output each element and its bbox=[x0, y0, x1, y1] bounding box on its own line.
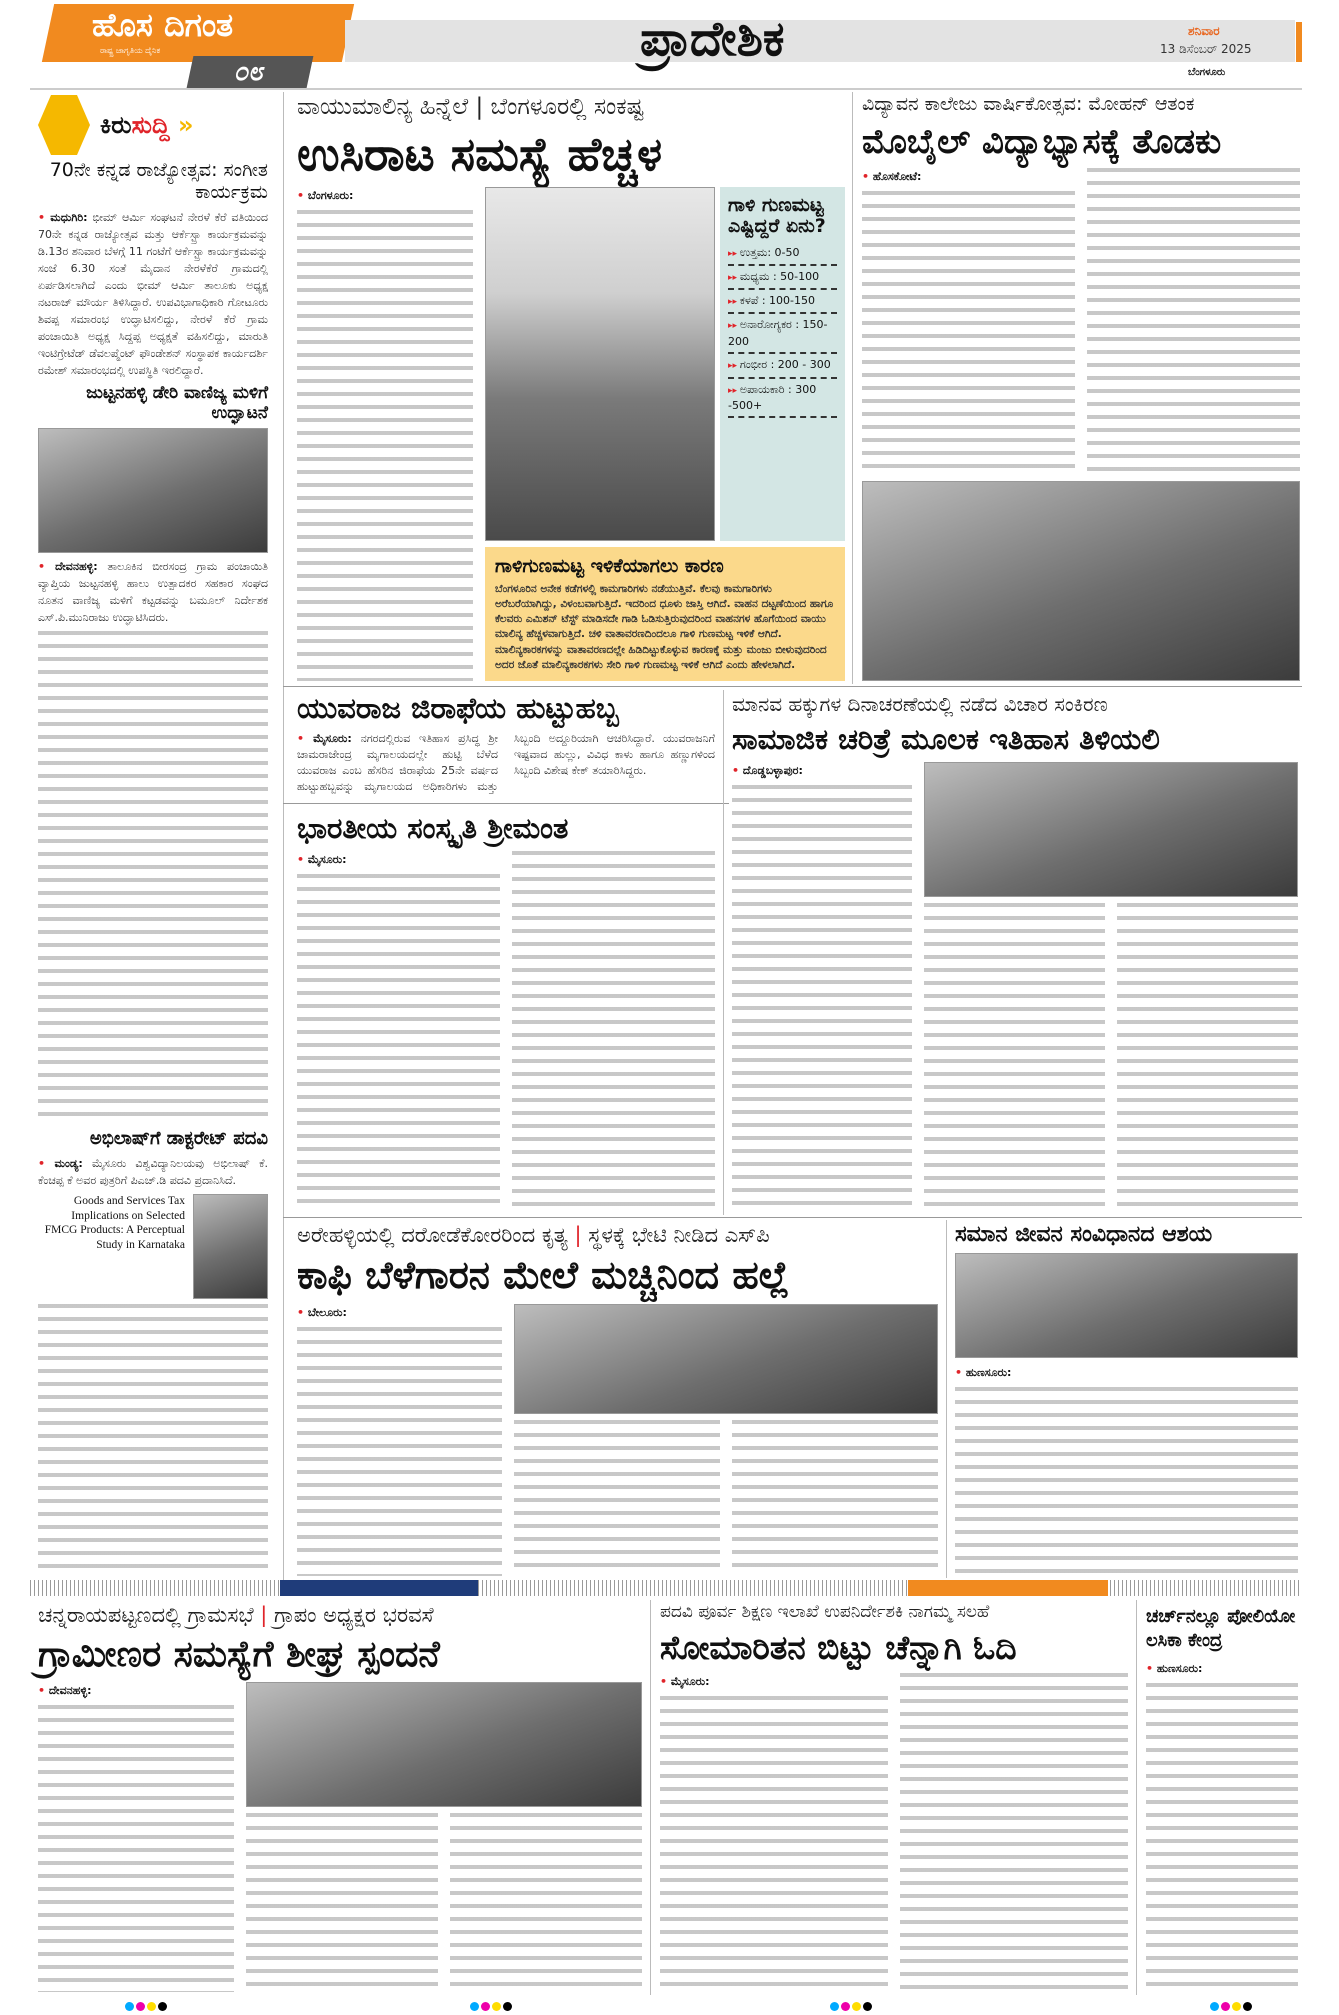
story-headline: ಚರ್ಚ್‌ನಲ್ಲೂ ಪೋಲಿಯೋ ಲಸಿಕಾ ಕೇಂದ್ರ bbox=[1146, 1606, 1296, 1652]
stripe-accent-blue bbox=[280, 1580, 478, 1596]
lead-content bbox=[297, 187, 845, 681]
story-body-continued bbox=[38, 1304, 268, 1575]
box-title: ಗಾಳಿಗುಣಮಟ್ಟ ಇಳಿಕೆಯಾಗಲು ಕಾರಣ bbox=[495, 554, 724, 577]
story-body bbox=[1117, 903, 1298, 1212]
lead-body bbox=[297, 210, 473, 681]
college-event-photo bbox=[862, 481, 1300, 681]
section-stripe bbox=[30, 1580, 1302, 1596]
photo-column bbox=[246, 1682, 642, 1992]
paper-tagline: ರಾಷ್ಟ್ರ ಜಾಗೃತಿಯ ದೈನಿಕ bbox=[100, 46, 161, 55]
kaafi-story bbox=[297, 1222, 938, 1576]
story-columns bbox=[297, 851, 715, 1212]
story-headline: ಸಾಮಾಜಿಕ ಚರಿತ್ರೆ ಮೂಲಕ ಇತಿಹಾಸ ತಿಳಿಯಲಿ bbox=[732, 722, 1160, 756]
story-body-continued bbox=[38, 631, 268, 1122]
lead-dateline: • ಬೆಂಗಳೂರು: bbox=[297, 187, 473, 204]
samana-story bbox=[955, 1222, 1298, 1576]
aqi-title: ಗಾಳಿ ಗುಣಮಟ್ಟ ಎಷ್ಟಿದ್ದರೆ ಏನು? bbox=[728, 193, 826, 238]
aqi-level: ▸▸ ಮಧ್ಯಮ : 50-100 bbox=[728, 266, 837, 290]
story-columns bbox=[38, 1682, 642, 1992]
stripe-accent-orange bbox=[908, 1580, 1108, 1596]
issue-day: ಶನಿವಾರ bbox=[1188, 24, 1220, 38]
lead-kicker: ವಾಯುಮಾಲಿನ್ಯ ಹಿನ್ನೆಲೆ | ಬೆಂಗಳೂರಲ್ಲಿ ಸಂಕಷ್ಟ bbox=[297, 94, 644, 120]
story-body bbox=[1146, 1683, 1298, 1992]
divider bbox=[283, 92, 284, 1580]
aqi-scale-box bbox=[720, 187, 845, 541]
story-headline: ಯುವರಾಜ ಜಿರಾಫೆಯ ಹುಟ್ಟುಹಬ್ಬ bbox=[297, 691, 619, 725]
lead-story bbox=[297, 93, 845, 681]
story-headline: ಗ್ರಾಮೀಣರ ಸಮಸ್ಯೆಗೆ ಶೀಘ್ರ ಸ್ಪಂದನೆ bbox=[38, 1634, 440, 1676]
divider bbox=[30, 88, 1302, 90]
divider bbox=[946, 1220, 947, 1578]
samajika-story bbox=[732, 692, 1298, 1212]
story-body bbox=[450, 1813, 642, 1992]
story-columns bbox=[732, 762, 1298, 1212]
story-body bbox=[512, 851, 715, 1212]
story-body bbox=[732, 1420, 938, 1576]
divider bbox=[852, 92, 853, 684]
mobile-story bbox=[862, 93, 1300, 681]
text-column bbox=[660, 1673, 888, 1992]
text-column bbox=[862, 168, 1075, 475]
story-dateline: • ಮೈಸೂರು: bbox=[297, 851, 500, 868]
section-title: ಪ್ರಾದೇಶಿಕ bbox=[640, 11, 785, 67]
story-headline: ಭಾರತೀಯ ಸಂಸ್ಕೃತಿ ಶ್ರೀಮಂತ bbox=[297, 811, 569, 846]
text-column bbox=[297, 1304, 502, 1576]
story-headline: ಮೊಬೈಲ್ ವಿದ್ಯಾಭ್ಯಾಸಕ್ಕೆ ತೊಡಕು bbox=[862, 121, 1222, 162]
story-body bbox=[862, 191, 1075, 475]
story-kicker: ಅರೇಹಳ್ಳಿಯಲ್ಲಿ ದರೋಡೆಕೋರರಿಂದ ಕೃತ್ಯ | ಸ್ಥಳಕ್ಕೆ ಭೇಟಿ ನೀಡಿದ ಎಸ್‌ಪಿ bbox=[297, 1223, 770, 1247]
crime-scene-photo bbox=[514, 1304, 938, 1414]
kiru-suddi-column bbox=[38, 95, 268, 1575]
issue-date: 13 ಡಿಸೆಂಬರ್ 2025 bbox=[1160, 42, 1252, 56]
story-body: • ದೇವನಹಳ್ಳಿ: ತಾಲೂಕಿನ ಬೀರಸಂದ್ರ ಗ್ರಾಮ ಪಂಚಾಯಿತಿ ವ್ಯಾಪ್ತಿಯ ಜುಟ್ಟನಹಳ್ಳಿ ಹಾಲು ಉತ್ಪಾದಕರ ಸಹಕಾರ ಸಂಘದ ನೂತನ ವಾಣಿಜ್ಯ ಮಳಿಗೆ ಕಟ್ಟಡವನ್ನು ಬಮೂಲ್ ನಿರ್ದೇಶಕ ಎಸ್.ಪಿ.ಮುನಿರಾಜು ಉದ್ಘಾಟಿಸಿದರು. bbox=[38, 558, 268, 626]
registration-marks bbox=[1210, 1996, 1254, 2015]
story-body: • ಮಂಡ್ಯ: ಮೈಸೂರು ವಿಶ್ವವಿದ್ಯಾನಿಲಯವು ಅಭಿಲಾಷ್ ಕೆ. ಕೆಂಚಪ್ಪ ಕೆ ಅವರ ಪುತ್ರರಿಗೆ ಪಿಎಚ್.ಡಿ ಪದವಿ ಪ್ರದಾನಿಸಿದೆ. bbox=[38, 1155, 268, 1189]
story-kicker: ಪದವಿ ಪೂರ್ವ ಶಿಕ್ಷಣ ಇಲಾಖೆ ಉಪನಿರ್ದೇಶಕಿ ನಾಗಮ್ಮ ಸಲಹೆ bbox=[660, 1602, 990, 1622]
story-body bbox=[297, 1327, 502, 1576]
aqi-level: ▸▸ ಅನಾರೋಗ್ಯಕರ : 150-200 bbox=[728, 314, 837, 354]
hand-pointer-icon bbox=[38, 95, 90, 155]
story-body bbox=[900, 1673, 1128, 1992]
aqi-level: ▸▸ ಗಂಭೀರ : 200 - 300 bbox=[728, 354, 837, 378]
story-body: • ಮಧುಗಿರಿ: ಭೀಮ್ ಆರ್ಮಿ ಸಂಘಟನೆ ನೇರಳೆ ಕೆರೆ ವತಿಯಿಂದ 70ನೇ ಕನ್ನಡ ರಾಜ್ಯೋತ್ಸವ ಮತ್ತು ಆರ್ಕೆಸ್ಟ್ರಾ ಕಾರ್ಯಕ್ರಮವನ್ನು ಡಿ.13ರ ಶನಿವಾರ ಬೆಳಗ್ಗೆ 11 ಗಂಟೆಗೆ ಆರ್ಕೆಸ್ಟ್ರಾ ಕಾರ್ಯಕ್ರಮವನ್ನು ಸಂಜೆ 6.30 ಸಂತೆ ಮೈದಾನ ನೇರಳೆಕೆರೆ ಗ್ರಾಮದಲ್ಲಿ ಏರ್ಪಡಿಸಲಾಗಿದೆ ಎಂದು ಭೀಮ್ ಆರ್ಮಿ ತಾಲೂಕು ಅಧ್ಯಕ್ಷ ನಟರಾಜ್ ಮೌರ್ಯ ತಿಳಿಸಿದ್ದಾರೆ. ಉಪವಿಭಾಗಾಧಿಕಾರಿ ಗೋಟೂರು ಶಿವಪ್ಪ ಸಮಾರಂಭ ಉದ್ಘಾಟಿಸಲಿದ್ದು, ನೇರಳೆ ಕೆರೆ ಗ್ರಾಮ ಪಂಚಾಯಿತಿ ಅಧ್ಯಕ್ಷ ಸಿದ್ದಪ್ಪ ಅಧ್ಯಕ್ಷತೆ ವಹಿಸಲಿದ್ದು, ಮಾರುತಿ ಇಂಟಿಗ್ರೇಟೆಡ್ ಡೆವಲಪ್ಮೆಂಟ್ ಫೌಂಡೇಶನ್ ಸಂಸ್ಥಾಪಕ ಕಾರ್ಯದರ್ಶಿ ರಮೇಶ್ ಸಮಾರಂಭದಲ್ಲಿ ಉಪಸ್ಥಿತಿ ಇರಲಿದ್ದಾರೆ. bbox=[38, 209, 268, 379]
air-quality-causes-box bbox=[485, 547, 845, 681]
text-columns bbox=[924, 903, 1298, 1212]
divider bbox=[650, 1600, 651, 1995]
text-columns bbox=[246, 1813, 642, 1992]
story-body bbox=[38, 1705, 234, 1992]
story-body bbox=[955, 1387, 1298, 1576]
box-body: ಬೆಂಗಳೂರಿನ ಅನೇಕ ಕಡೆಗಳಲ್ಲಿ ಕಾಮಗಾರಿಗಳು ನಡೆಯುತ್ತಿವೆ. ಕೆಲವು ಕಾಮಗಾರಿಗಳು ಅರೆಬರೆಯಾಗಿದ್ದು, ವಿಳಂಬವಾಗುತ್ತಿದೆ. ಇದರಿಂದ ಧೂಳು ಜಾಸ್ತಿ ಆಗಿದೆ. ವಾಹನ ದಟ್ಟಣೆಯಿಂದ ಹಾಗೂ ಕೆಲವರು ಎಮಿಶನ್ ಟೆಸ್ಟ್ ಮಾಡಿಸದೇ ಗಾಡಿ ಓಡಿಸುತ್ತಿರುವುದರಿಂದ ವಾಹನಗಳ ಹೊಗೆಯಿಂದ ವಾಯು ಮಾಲಿನ್ಯ ಹೆಚ್ಚಳವಾಗುತ್ತಿದೆ. ಚಳಿ ವಾತಾವರಣದಿಂದಲೂ ಗಾಳಿ ಗುಣಮಟ್ಟ ಇಳಿಕೆ ಆಗಿದೆ. ಮಾಲಿನ್ಯಕಾರಕಗಳನ್ನು ವಾತಾವರಣದಲ್ಲೇ ಹಿಡಿದಿಟ್ಟುಕೊಳ್ಳುವ ಕಾರಣಕ್ಕೆ ಮತ್ತು ಮಂಜು ಬೀಳುವುದರಿಂದ ಅದರ ಜೊತೆ ಮಾಲಿನ್ಯಕಾರಕಗಳು ಸೇರಿ ಗಾಳಿ ಗುಣಮಟ್ಟ ಇಳಿಕೆ ಆಗಿದೆ ಎಂದು ಹೇಳಲಾಗಿದೆ. bbox=[495, 582, 834, 671]
aqi-level: ▸▸ ಕಳಪೆ : 100-150 bbox=[728, 290, 837, 314]
somari-story bbox=[660, 1602, 1128, 1992]
story-headline: ಕಾಫಿ ಬೆಳೆಗಾರನ ಮೇಲೆ ಮಚ್ಚಿನಿಂದ ಹಲ್ಲೆ bbox=[297, 1253, 790, 1298]
photo-column bbox=[924, 762, 1298, 1212]
bengaluru-skyline-photo bbox=[485, 187, 715, 541]
story-body bbox=[297, 874, 500, 1212]
text-column bbox=[732, 762, 912, 1212]
story-kicker: ಚನ್ನರಾಯಪಟ್ಟಣದಲ್ಲಿ ಗ್ರಾಮಸಭೆ | ಗ್ರಾಪಂ ಅಧ್ಯಕ್ಷರ ಭರವಸೆ bbox=[38, 1603, 434, 1627]
divider bbox=[283, 803, 729, 804]
paper-name: ಹೊಸ ದಿಗಂತ bbox=[92, 6, 234, 44]
divider bbox=[1136, 1600, 1137, 1995]
story-headline: ಜುಟ್ಟನಹಳ್ಳಿ ಡೇರಿ ವಾಣಿಜ್ಯ ಮಳಿಗೆ ಉದ್ಘಾಟನೆ bbox=[86, 383, 268, 423]
dairy-inauguration-photo bbox=[38, 428, 268, 553]
story-headline: ಸಮಾನ ಜೀವನ ಸಂವಿಧಾನದ ಆಶಯ bbox=[955, 1222, 1213, 1247]
kiru-suddi-label: ಕಿರುಸುದ್ದಿ » bbox=[100, 110, 194, 139]
gramina-story bbox=[38, 1602, 642, 1992]
story-body bbox=[732, 785, 912, 1212]
text-column bbox=[297, 851, 500, 1212]
aqi-level: ▸▸ ಉತ್ತಮ: 0-50 bbox=[728, 242, 837, 266]
story-body bbox=[1087, 168, 1300, 475]
text-columns bbox=[514, 1420, 938, 1576]
divider bbox=[283, 1217, 1302, 1218]
thesis-title: Goods and Services Tax Implications on Selected FMCG Products: A Perceptual Study in Karnataka bbox=[44, 1195, 185, 1251]
edition-city: ಬೆಂಗಳೂರು bbox=[1188, 67, 1226, 78]
registration-marks bbox=[125, 1996, 169, 2015]
story-headline: ಅಭಿಲಾಷ್‌ಗೆ ಡಾಕ್ಟರೇಟ್ ಪದವಿ bbox=[89, 1127, 268, 1149]
story-dateline: • ಹುಣಸೂರು: bbox=[1146, 1660, 1298, 1677]
seminar-photo bbox=[924, 762, 1298, 897]
lead-photo-row bbox=[485, 187, 845, 541]
portrait-photo bbox=[193, 1194, 268, 1299]
story-dateline: • ಹುಣಸೂರು: bbox=[955, 1364, 1298, 1381]
story-dateline: • ಹೊಸಕೋಟೆ: bbox=[862, 168, 1075, 185]
header-accent bbox=[1296, 22, 1302, 62]
thesis-row bbox=[38, 1194, 268, 1299]
text-column bbox=[38, 1682, 234, 1992]
story-body: • ಮೈಸೂರು: ನಗರದಲ್ಲಿರುವ ಇತಿಹಾಸ ಪ್ರಸಿದ್ಧ ಶ್ರೀ ಚಾಮರಾಜೇಂದ್ರ ಮೃಗಾಲಯದಲ್ಲೇ ಹುಟ್ಟಿ ಬೆಳೆದ ಯುವರಾಜ ಎಂಬ ಹೆಸರಿನ ಜಿರಾಫೆಯ 25ನೇ ವರ್ಷದ ಹುಟ್ಟುಹಬ್ಬವನ್ನು ಮೃಗಾಲಯದ ಅಧಿಕಾರಿಗಳು ಮತ್ತು ಸಿಬ್ಬಂದಿ ಅದ್ದೂರಿಯಾಗಿ ಆಚರಿಸಿದ್ದಾರೆ. ಯುವರಾಜನಿಗೆ ಇಷ್ಟವಾದ ಹುಲ್ಲು, ವಿವಿಧ ಕಾಳು ಹಾಗೂ ಹಣ್ಣುಗಳಿಂದ ಸಿಬ್ಬಂದಿ ವಿಶೇಷ ಕೇಕ್ ತಯಾರಿಸಿದ್ದರು. bbox=[297, 731, 715, 795]
page-number: ೦೮ bbox=[187, 56, 314, 88]
lead-graphics bbox=[485, 187, 845, 681]
story-kicker: ಮಾನವ ಹಕ್ಕುಗಳ ದಿನಾಚರಣೆಯಲ್ಲಿ ನಡೆದ ವಿಚಾರ ಸಂಕಿರಣ bbox=[732, 692, 1108, 716]
story-dateline: • ದೇವನಹಳ್ಳಿ: bbox=[38, 1682, 234, 1699]
divider bbox=[283, 686, 1302, 687]
story-body bbox=[246, 1813, 438, 1992]
story-body bbox=[514, 1420, 720, 1576]
story-dateline: • ದೊಡ್ಡಬಳ್ಳಾಪುರ: bbox=[732, 762, 912, 779]
story-columns bbox=[862, 168, 1300, 475]
registration-marks bbox=[830, 1996, 874, 2015]
registration-marks bbox=[470, 1996, 514, 2015]
photo-column bbox=[514, 1304, 938, 1576]
story-dateline: • ಮೈಸೂರು: bbox=[660, 1673, 888, 1690]
story-dateline: • ಬೇಲೂರು: bbox=[297, 1304, 502, 1321]
header-bar bbox=[345, 20, 1295, 62]
story-kicker: ವಿದ್ಯಾವನ ಕಾಲೇಜು ವಾರ್ಷಿಕೋತ್ಸವ: ಮೋಹನ್ ಆತಂಕ bbox=[862, 93, 1195, 115]
constitution-event-photo bbox=[955, 1253, 1298, 1358]
divider bbox=[723, 690, 724, 1215]
church-story bbox=[1146, 1605, 1298, 1992]
story-columns bbox=[297, 1304, 938, 1576]
kiru-suddi-header bbox=[38, 95, 268, 155]
lead-headline: ಉಸಿರಾಟ ಸಮಸ್ಯೆ ಹೆಚ್ಚಳ bbox=[297, 126, 663, 181]
story-body bbox=[924, 903, 1105, 1212]
lead-text-column bbox=[297, 187, 473, 681]
middle-left-stories bbox=[297, 692, 715, 1212]
grama-sabha-photo bbox=[246, 1682, 642, 1807]
story-headline: ಸೋಮಾರಿತನ ಬಿಟ್ಟು ಚೆನ್ನಾಗಿ ಓದಿ bbox=[660, 1628, 1017, 1668]
aqi-level: ▸▸ ಅಪಾಯಕಾರಿ : 300 -500+ bbox=[728, 379, 837, 419]
story-columns bbox=[660, 1673, 1128, 1992]
story-headline: 70ನೇ ಕನ್ನಡ ರಾಜ್ಯೋತ್ಸವ: ಸಂಗೀತ ಕಾರ್ಯಕ್ರಮ bbox=[49, 159, 268, 203]
story-body bbox=[660, 1696, 888, 1992]
